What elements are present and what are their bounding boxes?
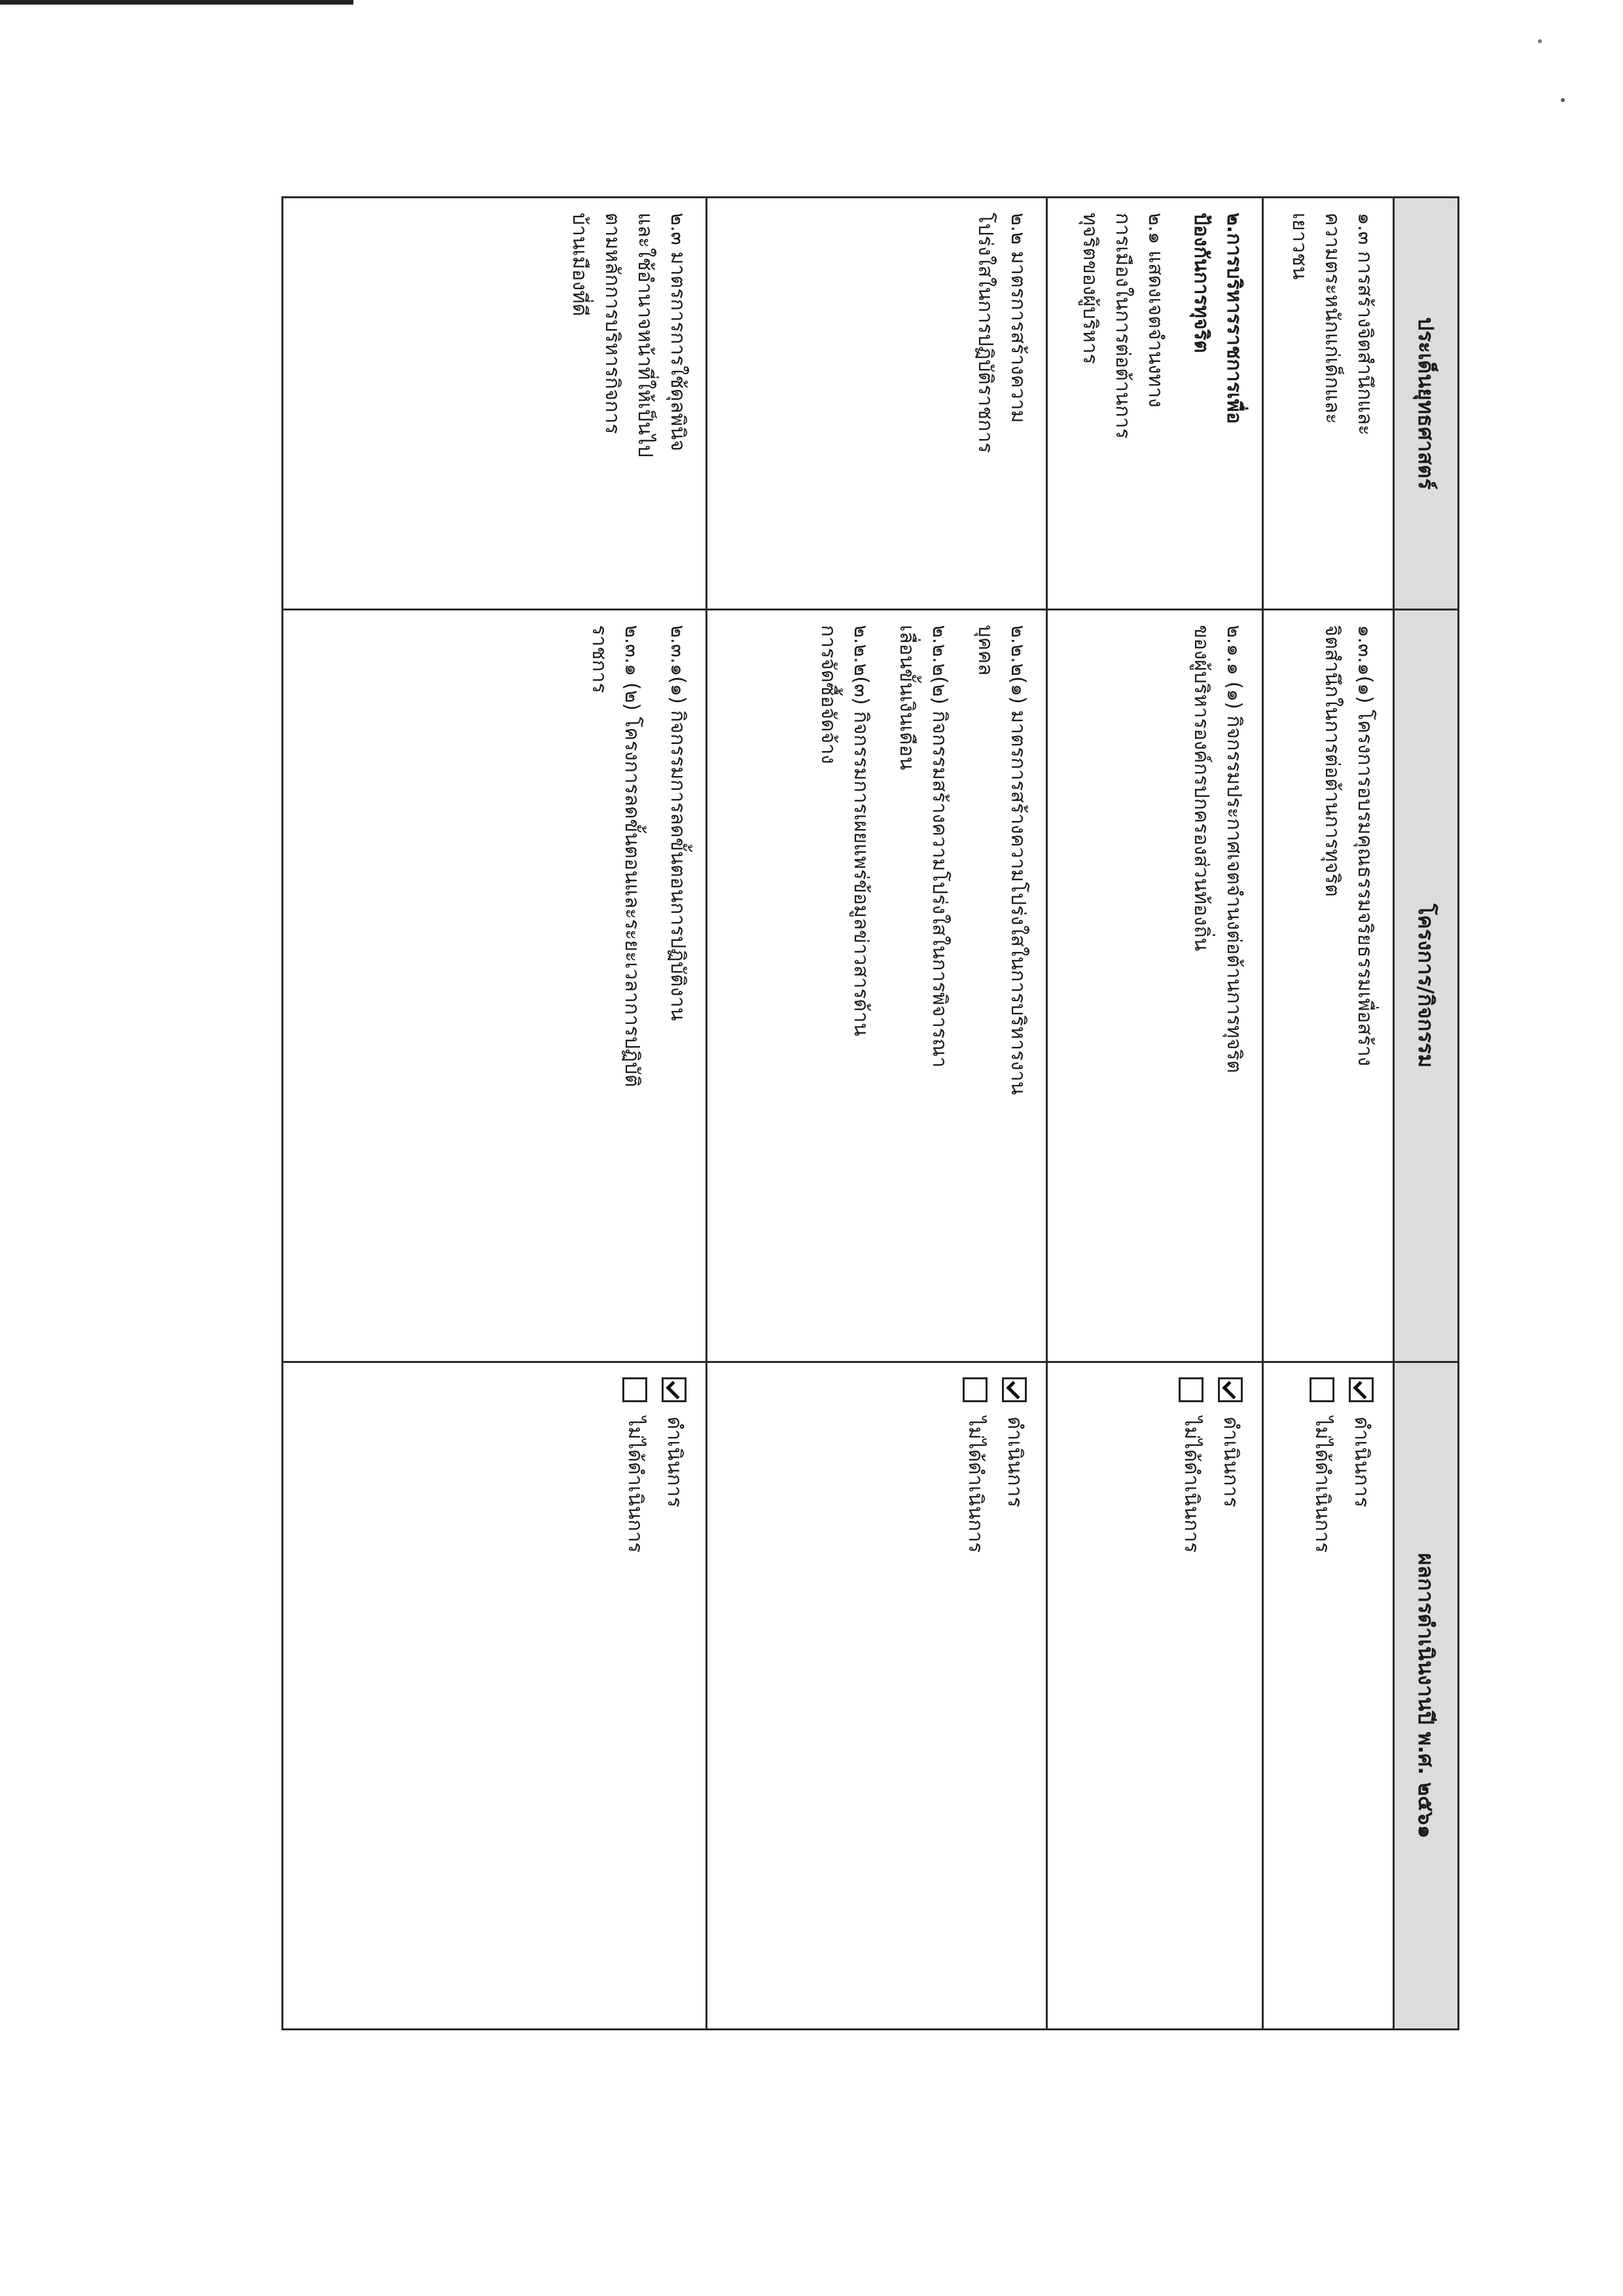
checkbox-checked-icon[interactable] — [662, 1377, 687, 1402]
status-not-done — [955, 1377, 995, 2014]
checkbox-empty-icon[interactable] — [622, 1377, 647, 1402]
project-cell — [1263, 610, 1394, 1362]
strategy-plan-table — [281, 196, 1459, 2030]
strategy-line: ๒.๓ มาตรการการใช้ดุลพินิจ — [666, 213, 689, 451]
strategy-line: การเมืองในการต่อต้านการ — [1111, 213, 1134, 439]
table-row — [1263, 198, 1394, 2030]
project-line: บุคคล — [974, 625, 997, 676]
status-done-label: ดำเนินการ — [1003, 1417, 1026, 1508]
project-line: ของผู้บริหารองค์กรปกครองส่วนท้องถิ่น — [1190, 625, 1213, 951]
status-done — [995, 1377, 1034, 2014]
status-done — [654, 1377, 694, 2014]
project-line: ๒.๓.๑(๑) กิจกรรมการลดขั้นตอนการปฏิบัติงาน — [666, 625, 689, 1021]
project-line: ๒.๓.๑ (๒) โครงการลดขั้นตอนและระยะเวลาการปฏิบัติ — [620, 625, 643, 1087]
header-strategy: ประเด็นยุทธศาสตร์ — [1394, 198, 1459, 610]
status-done-label: ดำเนินการ — [1219, 1417, 1242, 1508]
project-line: ๒.๒.๒(๓) กิจกรรมการเผยแพร่ข้อมูลข่าวสารด้าน — [849, 625, 872, 1036]
checkbox-checked-icon[interactable] — [1349, 1377, 1374, 1402]
status-done — [1211, 1377, 1250, 2014]
project-item — [812, 625, 877, 1347]
strategy-line: บ้านเมืองที่ดี — [568, 213, 591, 317]
project-line: ๒.๑.๑ (๑) กิจกรรมประกาศเจตจำนงต่อต้านการทุจริต — [1222, 625, 1245, 1073]
project-item — [969, 625, 1034, 1347]
strategy-title-line: ๒.การบริหารราชการเพื่อ — [1222, 213, 1245, 424]
strategy-line: ความตระหนักแก่เด็กและ — [1321, 213, 1344, 424]
checkbox-empty-icon[interactable] — [1310, 1377, 1334, 1402]
strategy-line: ๒.๒ มาตรการสร้างความ — [1007, 213, 1029, 423]
status-not-done-label: ไม่ได้ดำเนินการ — [1180, 1417, 1203, 1553]
table-row — [1047, 198, 1263, 2030]
strategy-cell — [283, 198, 707, 610]
checkbox-empty-icon[interactable] — [1179, 1377, 1204, 1402]
table-row — [283, 198, 707, 2030]
strategy-line: เยาวชน — [1288, 213, 1311, 280]
status-not-done — [1171, 1377, 1211, 2014]
result-cell — [707, 1362, 1047, 2030]
project-item — [582, 625, 648, 1347]
project-cell — [283, 610, 707, 1362]
result-cell — [283, 1362, 707, 2030]
strategy-line: ทุจริตของผู้บริหาร — [1079, 213, 1101, 364]
status-not-done-label: ไม่ได้ดำเนินการ — [624, 1417, 647, 1553]
project-item — [890, 625, 955, 1347]
status-done-label: ดำเนินการ — [663, 1417, 686, 1508]
header-result: ผลการดำเนินงานปี พ.ศ. ๒๕๖๑ — [1394, 1362, 1459, 2030]
status-not-done — [615, 1377, 654, 2014]
checkbox-empty-icon[interactable] — [963, 1377, 988, 1402]
scan-dust-mark — [1561, 98, 1565, 102]
table-header-row — [1394, 198, 1459, 2030]
scan-edge-mark — [0, 0, 353, 5]
project-line: การจัดซื้อจัดจ้าง — [817, 625, 840, 764]
status-done — [1342, 1377, 1381, 2014]
strategy-cell — [707, 198, 1047, 610]
status-not-done — [1302, 1377, 1342, 2014]
result-cell — [1263, 1362, 1394, 2030]
project-cell — [1047, 610, 1263, 1362]
project-line: เลื่อนขั้นเงินเดือน — [895, 625, 918, 770]
strategy-line: ๑.๓ การสร้างจิตสำนึกและ — [1353, 213, 1376, 436]
strategy-cell — [1047, 198, 1263, 610]
strategy-line: โปร่งใสในการปฏิบัติราชการ — [974, 213, 997, 453]
status-done-label: ดำเนินการ — [1350, 1417, 1373, 1508]
table-row — [707, 198, 1047, 2030]
status-not-done-label: ไม่ได้ดำเนินการ — [964, 1417, 987, 1553]
project-cell — [707, 610, 1047, 1362]
project-line: จิตสำนึกในการต่อต้านการทุจริต — [1321, 625, 1344, 897]
header-project: โครงการ/กิจกรรม — [1394, 610, 1459, 1362]
result-cell — [1047, 1362, 1263, 2030]
checkbox-checked-icon[interactable] — [1218, 1377, 1243, 1402]
strategy-title-line: ป้องกันการทุจริต — [1190, 213, 1213, 353]
project-line: ๒.๒.๒(๒) กิจกรรมสร้างความโปร่งใสในการพิจารณา — [928, 625, 951, 1068]
checkbox-checked-icon[interactable] — [1002, 1377, 1027, 1402]
project-item — [1185, 625, 1250, 1347]
status-not-done-label: ไม่ได้ดำเนินการ — [1311, 1417, 1334, 1553]
project-line: ๑.๓.๑(๑) โครงการอบรมคุณธรรมจริยธรรมเพื่อสร้าง — [1353, 625, 1376, 1067]
strategy-line: ตามหลักการบริหารกิจการ — [601, 213, 624, 434]
project-line: ๒.๒.๒(๑) มาตรการสร้างความโปร่งใสในการบริหารงาน — [1007, 625, 1029, 1095]
rotated-table-container — [281, 196, 1459, 2028]
strategy-line: ๒.๑ แสดงเจตจำนงทาง — [1144, 213, 1167, 408]
scan-dust-mark — [1538, 39, 1542, 43]
strategy-line: และใช้อำนาจหน้าที่ให้เป็นไป — [633, 213, 656, 457]
strategy-cell — [1263, 198, 1394, 610]
project-item — [1315, 625, 1381, 1347]
project-item — [661, 625, 694, 1347]
project-line: ราชการ — [588, 625, 611, 694]
